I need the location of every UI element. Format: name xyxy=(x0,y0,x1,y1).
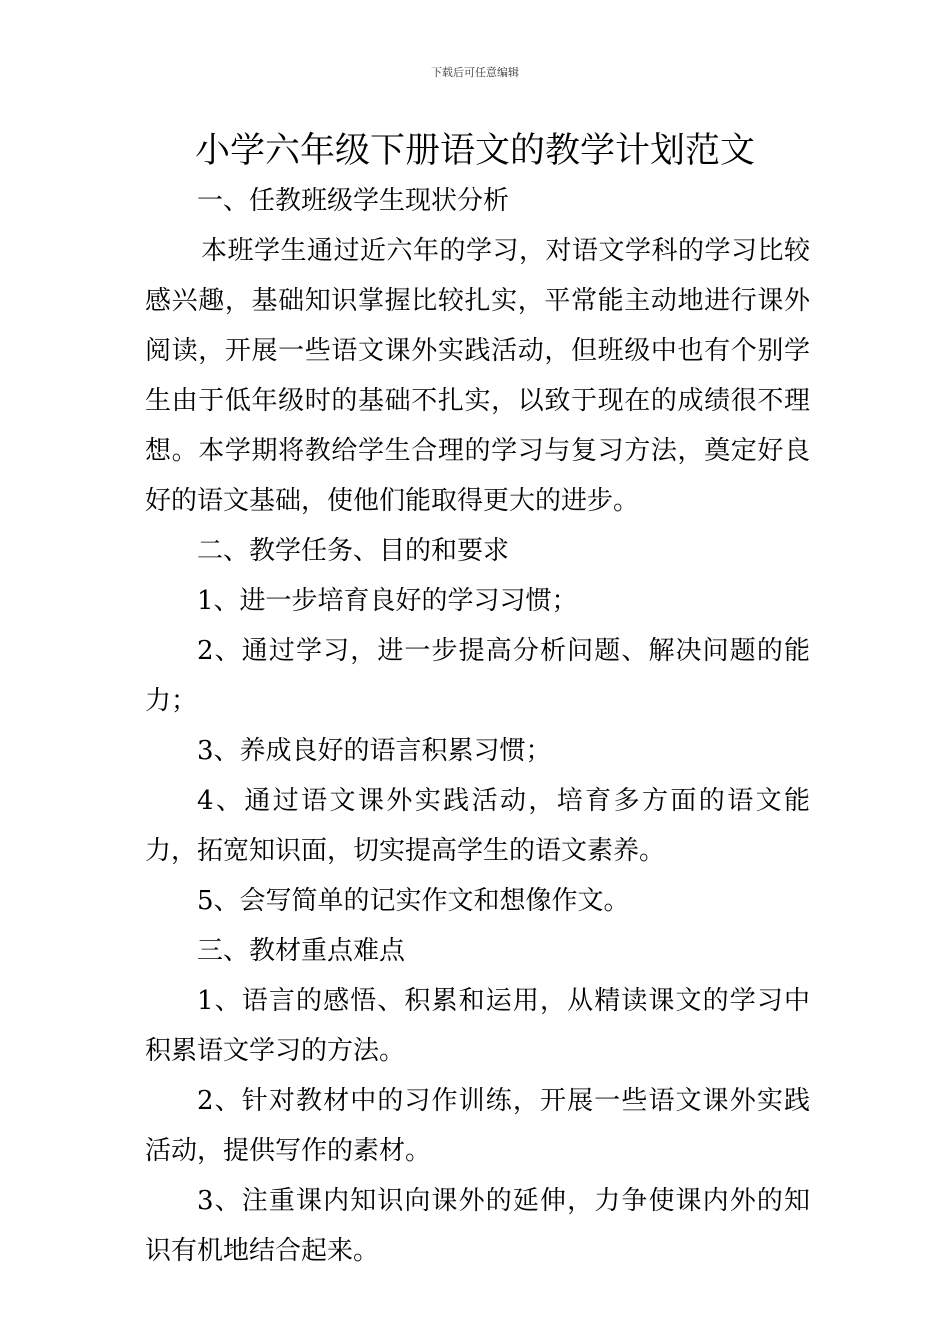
header-note: 下载后可任意编辑 xyxy=(431,66,519,79)
section-heading-2: 二、教学任务、目的和要求 xyxy=(197,536,510,566)
list-item-2: 2、通过学习，进一步提高分析问题、解决问题的能力； xyxy=(145,636,810,716)
list-item-3: 3、养成良好的语言积累习惯； xyxy=(197,736,552,766)
document-title: 小学六年级下册语文的教学计划范文 xyxy=(194,131,755,171)
section-heading-1: 一、任教班级学生现状分析 xyxy=(197,186,510,216)
list-item-4: 4、通过语文课外实践活动，培育多方面的语文能力，拓宽知识面，切实提高学生的语文素养。 xyxy=(145,786,810,866)
paragraph-class-analysis: 本班学生通过近六年的学习，对语文学科的学习比较感兴趣，基础知识掌握比较扎实，平常能主动地进行课外阅读，开展一些语文课外实践活动，但班级中也有个别学生由于低年级时的基础不扎实，以致于现在的成绩很不理想。本学期将教给学生合理的学习与复习方法，奠定好良好的语文基础，使他们能取得更大的进步。 xyxy=(145,236,810,516)
difficulty-item-2: 2、针对教材中的习作训练，开展一些语文课外实践活动，提供写作的素材。 xyxy=(145,1086,810,1166)
difficulty-item-3: 3、注重课内知识向课外的延伸，力争使课内外的知识有机地结合起来。 xyxy=(145,1186,810,1266)
list-item-5: 5、会写简单的记实作文和想像作文。 xyxy=(197,886,630,916)
list-item-1: 1、进一步培育良好的学习习惯； xyxy=(197,586,578,616)
document-body xyxy=(145,176,810,1276)
difficulty-item-1: 1、语言的感悟、积累和运用，从精读课文的学习中积累语文学习的方法。 xyxy=(145,986,810,1066)
section-heading-3: 三、教材重点难点 xyxy=(197,936,406,966)
